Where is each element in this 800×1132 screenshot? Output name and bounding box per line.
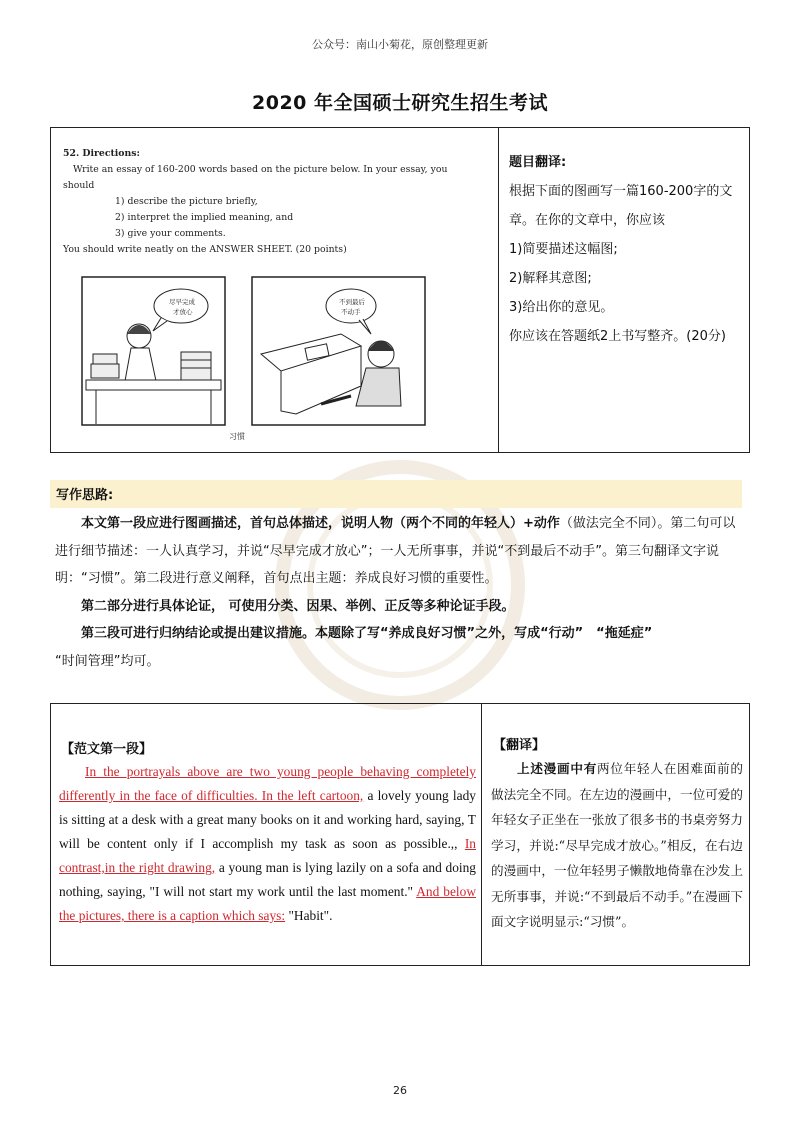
directions-line: Write an essay of 160-200 words based on the picture below. In your essay, you <box>73 164 448 175</box>
sample-text-3: "Habit". <box>285 908 333 923</box>
bubble-left-text-2: 才放心 <box>173 308 193 316</box>
directions-scan <box>63 146 483 258</box>
table-divider <box>481 704 482 965</box>
translation-line: 你应该在答题纸2上书写整齐。(20分) <box>509 329 726 344</box>
translation-item: 2)解释其意图; <box>509 271 592 286</box>
directions-line: You should write neatly on the ANSWER SHEET. (20 points) <box>63 244 347 255</box>
directions-line: should <box>63 180 95 191</box>
translation-text: 两位年轻人在困难面前的做法完全不同。在左边的漫画中，一位可爱的年轻女子正坐在一张放了很多书的书桌旁努力学习，并说:“尽早完成才放心。”相反，在右边的漫画中，一位年轻男子懒散地倚靠在沙发上无所事事，并说:“不到最后不动手。”在漫画下面文字说明显示:“习惯”。 <box>491 761 744 929</box>
task-translation <box>509 148 739 351</box>
cartoon-lazy-man <box>251 276 426 426</box>
ideas-p2: 第二部分进行具体论证， 可使用分类、因果、举例、正反等多种论证手段。 <box>81 598 515 614</box>
ideas-p3-bold: 第三段可进行归纳结论或提出建议措施。本题除了写“养成良好习惯”之外，写成“行动” “拖延症” <box>81 626 653 641</box>
translation-bold-start: 上述漫画中有 <box>517 761 598 776</box>
ideas-paragraph <box>55 620 745 675</box>
sample-red-2: In contrast,in the right drawing, <box>59 836 476 875</box>
cartoon-studying-girl <box>81 276 226 426</box>
sample-text-2: a young man is lying lazily on a sofa and doing nothing, saying, "I will not start my work until the last moment." <box>59 860 476 899</box>
ideas-p1-rest: （做法完全不同）。第二句可以进行细节描述：一人认真学习，并说“尽早完成才放心”；一人无所事事，并说“不到最后不动手”。第三句翻译文字说明：“习惯”。第二段进行意义阐释，首句点出主题：养成良好习惯的重要性。 <box>55 516 736 586</box>
table-divider <box>498 128 499 452</box>
bubble-left-text-1: 尽早完成 <box>169 298 195 306</box>
sample-translation <box>491 756 743 935</box>
page-header: 公众号：南山小菊花，原创整理更新 <box>312 38 488 51</box>
sample-red-1: In the portrayals above are two young people behaving completely differently in the face of difficulties. In the left cartoon, <box>59 764 476 803</box>
directions-item: 1) describe the picture briefly, <box>115 196 258 207</box>
translation-line: 根据下面的图画写一篇160-200字的文章。在你的文章中，你应该 <box>509 184 733 228</box>
ideas-paragraph <box>55 593 745 621</box>
translation-heading: 【翻译】 <box>493 738 546 753</box>
sample-table <box>50 703 750 966</box>
bubble-right-text-2: 不动手 <box>341 308 361 316</box>
sample-heading: 【范文第一段】 <box>61 742 153 757</box>
ideas-heading: 写作思路: <box>56 488 114 503</box>
ideas-p1-bold: 本文第一段应进行图画描述，首句总体描述，说明人物（两个不同的年轻人）+动作 <box>81 516 560 531</box>
translation-item: 1)简要描述这幅图; <box>509 242 618 257</box>
sample-text-1: a lovely young lady is sitting at a desk with a great many books on it and working hard, saying, T will be content only if I accomplish my task as soon as possible.,, <box>59 788 476 851</box>
page-number: 26 <box>393 1084 407 1097</box>
ideas-paragraph <box>55 510 745 593</box>
sample-red-3: And below the pictures, there is a caption which says: <box>59 884 477 923</box>
directions-item: 2) interpret the implied meaning, and <box>115 212 294 223</box>
page-title: 2020 年全国硕士研究生招生考试 <box>252 92 548 114</box>
ideas-p3-rest: “时间管理”均可。 <box>55 653 160 669</box>
translation-title: 题目翻译: <box>509 155 567 170</box>
cartoon-caption: 习惯 <box>229 432 245 441</box>
directions-title: 52. Directions: <box>63 148 140 159</box>
directions-item: 3) give your comments. <box>115 228 226 239</box>
ideas-highlight-bar <box>50 480 742 508</box>
bubble-right-text-1: 不到最后 <box>339 298 365 306</box>
translation-item: 3)给出你的意见。 <box>509 300 614 315</box>
writing-ideas <box>55 510 745 675</box>
task-table <box>50 127 750 453</box>
sample-paragraph <box>59 760 476 928</box>
